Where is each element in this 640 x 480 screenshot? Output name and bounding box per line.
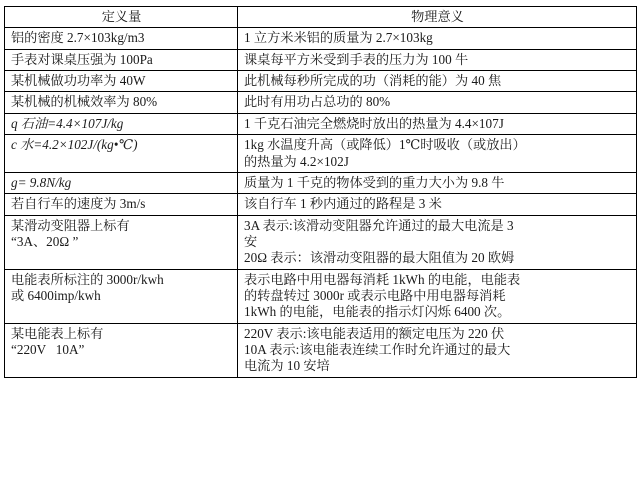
meaning-cell bbox=[238, 28, 637, 49]
meaning-cell bbox=[238, 135, 637, 173]
table-row bbox=[5, 113, 637, 134]
definition-cell bbox=[5, 323, 238, 377]
definition-cell bbox=[5, 49, 238, 70]
meaning-cell bbox=[238, 215, 637, 269]
column-header-definition-label: 定义量 bbox=[101, 9, 142, 24]
meaning-cell bbox=[238, 172, 637, 193]
definition-line: 某机械的机械效率为 80% bbox=[11, 94, 158, 110]
meaning-cell bbox=[238, 113, 637, 134]
definition-line: 或 6400imp/kwh bbox=[11, 288, 101, 304]
definition-line: g= 9.8N/kg bbox=[11, 174, 72, 190]
meaning-cell bbox=[238, 323, 637, 377]
meaning-line: 1kWh 的电能，电能表的指示灯闪烁 6400 次。 bbox=[244, 304, 511, 320]
table-body bbox=[5, 28, 637, 377]
table-row bbox=[5, 135, 637, 173]
definition-line: 某机械做功功率为 40W bbox=[11, 73, 146, 89]
column-header-meaning bbox=[238, 7, 637, 28]
definition-cell bbox=[5, 194, 238, 215]
meaning-line: 课桌每平方米受到手表的压力为 100 牛 bbox=[244, 51, 469, 67]
table-row bbox=[5, 215, 637, 269]
table-row bbox=[5, 269, 637, 323]
meaning-cell bbox=[238, 49, 637, 70]
table-row bbox=[5, 28, 637, 49]
definition-cell bbox=[5, 135, 238, 173]
table-row bbox=[5, 323, 637, 377]
definition-line: q 石油=4.4×107J/kg bbox=[11, 115, 124, 131]
meaning-cell bbox=[238, 194, 637, 215]
meaning-line: 安 bbox=[244, 233, 258, 249]
definition-line: “3A、20Ω ” bbox=[11, 233, 79, 249]
definition-cell bbox=[5, 71, 238, 92]
meaning-line: 3A 表示:该滑动变阻器允许通过的最大电流是 3 bbox=[244, 217, 514, 233]
table-row bbox=[5, 194, 637, 215]
meaning-line: 的转盘转过 3000r 或表示电路中用电器每消耗 bbox=[244, 288, 506, 304]
definition-cell bbox=[5, 172, 238, 193]
definition-cell bbox=[5, 28, 238, 49]
meaning-line: 1 立方米米铝的质量为 2.7×103kg bbox=[244, 30, 433, 46]
definition-line: 铝的密度 2.7×103kg/m3 bbox=[11, 30, 145, 46]
definition-line: “220V 10A” bbox=[11, 342, 85, 358]
table-header bbox=[5, 7, 637, 28]
table-row bbox=[5, 92, 637, 113]
meaning-line: 10A 表示:该电能表连续工作时允许通过的最大 bbox=[244, 342, 511, 358]
meaning-line: 20Ω 表示：该滑动变阻器的最大阻值为 20 欧姆 bbox=[244, 250, 515, 266]
definition-cell bbox=[5, 92, 238, 113]
meaning-line: 电流为 10 安培 bbox=[244, 358, 330, 374]
meaning-line: 220V 表示:该电能表适用的额定电压为 220 伏 bbox=[244, 325, 505, 341]
meaning-line: 质量为 1 千克的物体受到的重力大小为 9.8 牛 bbox=[244, 174, 505, 190]
meaning-cell bbox=[238, 269, 637, 323]
definition-cell bbox=[5, 215, 238, 269]
meaning-line: 表示电路中用电器每消耗 1kWh 的电能，电能表 bbox=[244, 271, 521, 287]
definition-line: 若自行车的速度为 3m/s bbox=[11, 196, 146, 212]
meaning-line: 该自行车 1 秒内通过的路程是 3 米 bbox=[244, 196, 442, 212]
definition-line: 某滑动变阻器上标有 bbox=[11, 217, 130, 233]
meaning-cell bbox=[238, 71, 637, 92]
meaning-line: 1 千克石油完全燃烧时放出的热量为 4.4×107J bbox=[244, 115, 504, 131]
meaning-line: 此机械每秒所完成的功（消耗的能）为 40 焦 bbox=[244, 73, 502, 89]
table-header-row bbox=[5, 7, 637, 28]
definitions-table bbox=[4, 6, 637, 378]
table-row bbox=[5, 49, 637, 70]
column-header-meaning-label: 物理意义 bbox=[411, 9, 464, 24]
meaning-cell bbox=[238, 92, 637, 113]
meaning-line: 此时有用功占总功的 80% bbox=[244, 94, 391, 110]
table-row bbox=[5, 71, 637, 92]
table-row bbox=[5, 172, 637, 193]
meaning-line: 1kg 水温度升高（或降低）1℃时吸收（或放出） bbox=[244, 137, 526, 153]
definition-cell bbox=[5, 269, 238, 323]
definition-line: c 水=4.2×102J/(kg•℃) bbox=[11, 137, 138, 153]
definition-line: 电能表所标注的 3000r/kwh bbox=[11, 271, 164, 287]
definition-line: 某电能表上标有 bbox=[11, 325, 104, 341]
definition-cell bbox=[5, 113, 238, 134]
meaning-line: 的热量为 4.2×102J bbox=[244, 153, 349, 169]
definition-line: 手表对课桌压强为 100Pa bbox=[11, 51, 153, 67]
column-header-definition bbox=[5, 7, 238, 28]
